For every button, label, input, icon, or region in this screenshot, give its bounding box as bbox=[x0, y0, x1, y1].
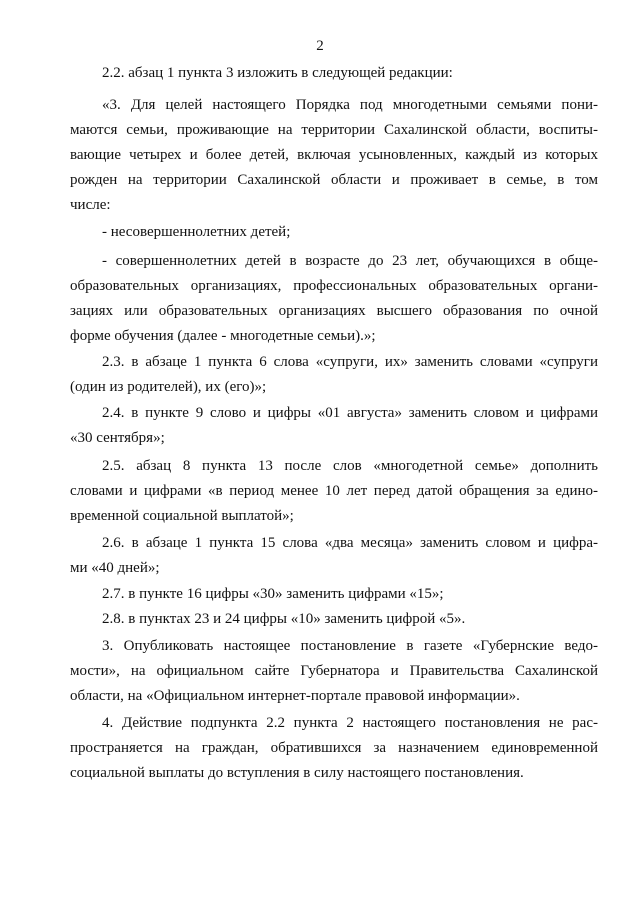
text-line: «3. Для целей настоящего Порядка под многодетными семьями пони- bbox=[102, 97, 598, 113]
text-line: числе: bbox=[70, 197, 111, 213]
text-line: 2.2. абзац 1 пункта 3 изложить в следующей редакции: bbox=[102, 65, 453, 81]
page-number: 2 bbox=[316, 38, 324, 54]
text-line: 3. Опубликовать настоящее постановление в газете «Губернские ведо- bbox=[102, 638, 598, 654]
text-line: (один из родителей), их (его)»; bbox=[70, 379, 267, 395]
text-line: вающие четырех и более детей, включая усыновленных, каждый из которых bbox=[70, 147, 598, 163]
text-line: 2.3. в абзаце 1 пункта 6 слова «супруги, их» заменить словами «супруги bbox=[102, 354, 598, 370]
text-line: словами и цифрами «в период менее 10 лет перед датой обращения за едино- bbox=[70, 483, 598, 499]
text-line: 2.8. в пунктах 23 и 24 цифры «10» заменить цифрой «5». bbox=[102, 611, 466, 627]
text-line: зациях или образовательных организациях высшего образования по очной bbox=[70, 303, 598, 319]
text-line: 2.6. в абзаце 1 пункта 15 слова «два месяца» заменить словом и цифра- bbox=[102, 535, 598, 551]
text-line: временной социальной выплатой»; bbox=[70, 508, 294, 524]
text-line: рожден на территории Сахалинской области и проживает в семье, в том bbox=[70, 172, 598, 188]
text-line: «30 сентября»; bbox=[70, 430, 165, 446]
text-line: области, на «Официальном интернет-портале правовой информации». bbox=[70, 688, 520, 704]
text-line: мости», на официальном сайте Губернатора и Правительства Сахалинской bbox=[70, 663, 598, 679]
text-line: пространяется на граждан, обратившихся за назначением единовременной bbox=[70, 740, 598, 756]
text-line: 2.5. абзац 8 пункта 13 после слов «многодетной семье» дополнить bbox=[102, 458, 598, 474]
text-line: - несовершеннолетних детей; bbox=[102, 224, 291, 240]
text-line: 2.7. в пункте 16 цифры «30» заменить цифрами «15»; bbox=[102, 586, 444, 602]
text-line: - совершеннолетних детей в возрасте до 23 лет, обучающихся в обще- bbox=[102, 253, 598, 269]
text-line: форме обучения (далее - многодетные семьи).»; bbox=[70, 328, 376, 344]
text-line: социальной выплаты до вступления в силу настоящего постановления. bbox=[70, 765, 524, 781]
text-line: ми «40 дней»; bbox=[70, 560, 160, 576]
text-line: маются семьи, проживающие на территории Сахалинской области, воспиты- bbox=[70, 122, 598, 138]
text-line: 4. Действие подпункта 2.2 пункта 2 настоящего постановления не рас- bbox=[102, 715, 598, 731]
text-line: образовательных организациях, профессиональных образовательных органи- bbox=[70, 278, 598, 294]
text-line: 2.4. в пункте 9 слово и цифры «01 августа» заменить словом и цифрами bbox=[102, 405, 598, 421]
